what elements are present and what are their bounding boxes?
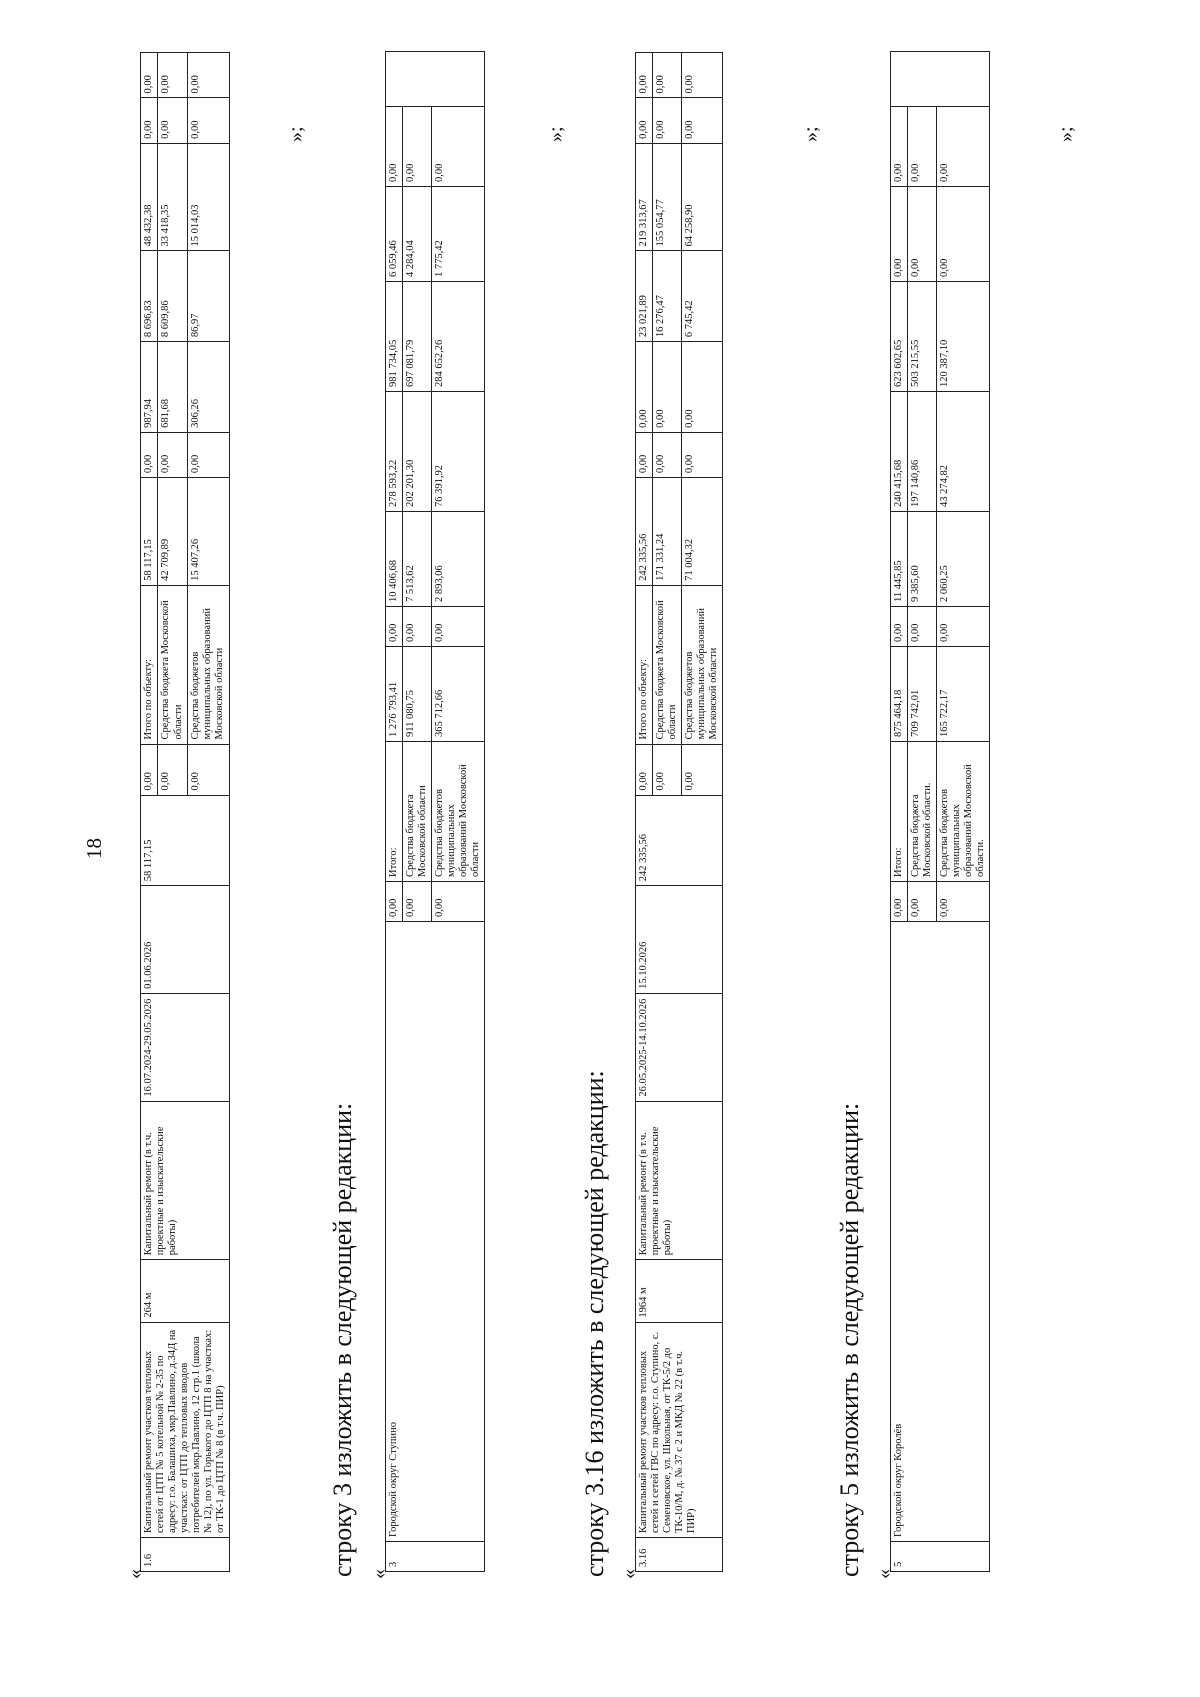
opening-quote: «: [873, 1569, 895, 1579]
y2026-value: 503 215,55: [908, 282, 937, 392]
prev-value: 0,00: [432, 882, 485, 922]
y2026-value: 623 602,65: [891, 282, 908, 392]
closing-quote: »;: [800, 126, 822, 142]
work-period: 16.07.2024-29.05.2026: [141, 993, 230, 1101]
y2026-value: 8 609,86: [158, 251, 188, 342]
heading-row-5: строку 5 изложить в следующей редакции:: [835, 1102, 864, 1577]
remain-value: 0,00: [188, 53, 230, 98]
closing-quote: »;: [1055, 126, 1077, 142]
prev-value: 0,00: [937, 882, 990, 922]
remain-value: 0,00: [636, 53, 653, 98]
source-name: Средства бюджетов муниципальных образований Московской области: [432, 742, 485, 882]
y2027-value: 0,00: [891, 187, 908, 282]
y2024-value: 2 893,06: [432, 512, 485, 607]
page-number: 18: [82, 838, 106, 859]
financed-value: 0,00: [937, 607, 990, 647]
y2024-value: 0,00: [636, 432, 653, 477]
financed-value: 0,00: [432, 607, 485, 647]
y2028-value: 0,00: [141, 98, 158, 143]
source-name: Средства бюджета Московской области: [158, 585, 188, 744]
prev-value: 0,00: [682, 744, 723, 795]
y2026-value: 86,97: [188, 251, 230, 342]
empty-cell: [891, 52, 990, 107]
y2028-value: 0,00: [937, 107, 990, 187]
y2026-value: 16 276,47: [653, 251, 682, 342]
opening-quote: «: [368, 1569, 390, 1579]
prev-value: 0,00: [636, 744, 653, 795]
y2027-value: 64 258,90: [682, 143, 723, 251]
cost-value: 875 464,18: [891, 647, 908, 742]
prev-value: 0,00: [386, 882, 403, 922]
y2024-value: 0,00: [188, 432, 230, 477]
object-name: Капитальный ремонт участков тепловых сетей и сетей ГВС по адресу: г.о. Ступино, с. Семеновское, ул. Школьная, от ТК-5/2 до ТК-10/М, д. № 37 с 2 и МКД № 22 (в т.ч. ПИР): [636, 1322, 723, 1537]
empty-cell: [386, 52, 485, 107]
heading-row-3: строку 3 изложить в следующей редакции:: [328, 1102, 357, 1577]
y2027-value: 0,00: [908, 187, 937, 282]
y2025-value: 0,00: [682, 342, 723, 433]
y2028-value: 0,00: [908, 107, 937, 187]
y2028-value: 0,00: [188, 98, 230, 143]
y2024-value: 11 445,85: [891, 512, 908, 607]
source-name: Средства бюджетов муниципальных образований Московской области.: [937, 742, 990, 882]
total-value: 71 004,32: [682, 478, 723, 586]
row-3-16-table: [635, 52, 723, 1572]
open-date: 15.10.2026: [636, 886, 723, 994]
total-value: 42 709,89: [158, 478, 188, 586]
object-name: Капитальный ремонт участков тепловых сетей от ЦТП № 5 котельной № 2-35 по адресу: г.о. Балашиха, мкр.Павлино, д.34Д на участках: от ЦТП до тепловых вводов потребителей мкр.Павлино, 12 стр.1 (школа № 12), по ул. Горького до ЦТП 8 на участках: от ТК-1 до ЦТП № 8 (в т.ч. ПИР): [141, 1322, 230, 1537]
y2028-value: 0,00: [386, 107, 403, 187]
y2028-value: 0,00: [636, 98, 653, 143]
y2027-value: 155 054,77: [653, 143, 682, 251]
capacity: 1964 м: [636, 1260, 723, 1322]
cost-value: 58 117,15: [141, 795, 230, 886]
prev-value: 0,00: [908, 882, 937, 922]
work-type: Капитальный ремонт (в т.ч. проектные и изыскательские работы): [141, 1101, 230, 1260]
y2028-value: 0,00: [891, 107, 908, 187]
prev-value: 0,00: [891, 882, 908, 922]
y2024-value: 0,00: [158, 432, 188, 477]
cost-value: 1 276 793,41: [386, 647, 403, 742]
cost-value: 365 712,66: [432, 647, 485, 742]
y2024-value: 0,00: [141, 432, 158, 477]
y2024-value: 0,00: [653, 432, 682, 477]
y2025-value: 202 201,30: [403, 392, 432, 512]
source-name: Итого по объекту:: [636, 585, 653, 744]
y2026-value: 8 696,83: [141, 251, 158, 342]
y2025-value: 197 140,86: [908, 392, 937, 512]
row-number: 3.16: [636, 1538, 723, 1572]
y2028-value: 0,00: [653, 98, 682, 143]
opening-quote: «: [124, 1569, 146, 1579]
y2027-value: 6 059,46: [386, 187, 403, 282]
y2025-value: 306,26: [188, 342, 230, 433]
y2028-value: 0,00: [158, 98, 188, 143]
total-value: 58 117,15: [141, 478, 158, 586]
source-name: Средства бюджета Московской области: [403, 742, 432, 882]
district-name: Городской округ Королёв: [891, 922, 990, 1542]
y2028-value: 0,00: [403, 107, 432, 187]
remain-value: 0,00: [653, 53, 682, 98]
y2024-value: 9 385,60: [908, 512, 937, 607]
source-name: Средства бюджета Московской области: [653, 585, 682, 744]
total-value: 15 407,26: [188, 478, 230, 586]
work-period: 26.05.2025-14.10.2026: [636, 993, 723, 1101]
prev-value: 0,00: [188, 744, 230, 795]
source-name: Итого по объекту:: [141, 585, 158, 744]
y2027-value: 15 014,03: [188, 143, 230, 251]
source-name: Средства бюджетов муниципальных образований Московской области: [188, 585, 230, 744]
opening-quote: «: [618, 1569, 640, 1579]
y2027-value: 219 313,67: [636, 143, 653, 251]
y2025-value: 681,68: [158, 342, 188, 433]
financed-value: 0,00: [386, 607, 403, 647]
capacity: 264 м: [141, 1260, 230, 1322]
row-5-table: [890, 51, 990, 1572]
closing-quote: »;: [545, 126, 567, 142]
prev-value: 0,00: [141, 744, 158, 795]
closing-quote: »;: [285, 126, 307, 142]
y2025-value: 0,00: [636, 342, 653, 433]
row-number: 3: [386, 1542, 485, 1572]
y2026-value: 981 734,05: [386, 282, 403, 392]
prev-value: 0,00: [403, 882, 432, 922]
y2025-value: 240 415,68: [891, 392, 908, 512]
source-name: Итого:: [386, 742, 403, 882]
source-name: Средства бюджета Московской области.: [908, 742, 937, 882]
y2024-value: 10 406,68: [386, 512, 403, 607]
financed-value: 0,00: [891, 607, 908, 647]
source-name: Средства бюджетов муниципальных образований Московской области: [682, 585, 723, 744]
prev-value: 0,00: [158, 744, 188, 795]
y2027-value: 1 775,42: [432, 187, 485, 282]
remain-value: 0,00: [682, 53, 723, 98]
cost-value: 165 722,17: [937, 647, 990, 742]
row-number: 1.6: [141, 1538, 230, 1572]
cost-value: 242 335,56: [636, 795, 723, 886]
y2027-value: 4 284,04: [403, 187, 432, 282]
y2027-value: 0,00: [937, 187, 990, 282]
y2028-value: 0,00: [682, 98, 723, 143]
remain-value: 0,00: [158, 53, 188, 98]
row-1-6-table: [140, 52, 230, 1572]
district-name: Городской округ Ступино: [386, 922, 485, 1542]
y2025-value: 987,94: [141, 342, 158, 433]
y2026-value: 23 021,89: [636, 251, 653, 342]
cost-value: 709 742,01: [908, 647, 937, 742]
prev-value: 0,00: [653, 744, 682, 795]
y2026-value: 120 387,10: [937, 282, 990, 392]
remain-value: 0,00: [141, 53, 158, 98]
y2027-value: 33 418,35: [158, 143, 188, 251]
cost-value: 911 080,75: [403, 647, 432, 742]
y2026-value: 6 745,42: [682, 251, 723, 342]
y2024-value: 7 513,62: [403, 512, 432, 607]
row-number: 5: [891, 1542, 990, 1572]
y2024-value: 0,00: [682, 432, 723, 477]
y2026-value: 284 652,26: [432, 282, 485, 392]
y2025-value: 278 593,22: [386, 392, 403, 512]
y2025-value: 43 274,82: [937, 392, 990, 512]
y2025-value: 76 391,92: [432, 392, 485, 512]
heading-row-3-16: строку 3.16 изложить в следующей редакции:: [580, 1070, 609, 1577]
source-name: Итого:: [891, 742, 908, 882]
y2025-value: 0,00: [653, 342, 682, 433]
work-type: Капитальный ремонт (в т.ч. проектные и изыскательские работы): [636, 1101, 723, 1260]
y2024-value: 2 060,25: [937, 512, 990, 607]
y2028-value: 0,00: [432, 107, 485, 187]
y2027-value: 48 432,38: [141, 143, 158, 251]
total-value: 171 331,24: [653, 478, 682, 586]
financed-value: 0,00: [403, 607, 432, 647]
financed-value: 0,00: [908, 607, 937, 647]
row-3-table: [385, 51, 485, 1572]
open-date: 01.06.2026: [141, 886, 230, 994]
y2026-value: 697 081,79: [403, 282, 432, 392]
total-value: 242 335,56: [636, 478, 653, 586]
